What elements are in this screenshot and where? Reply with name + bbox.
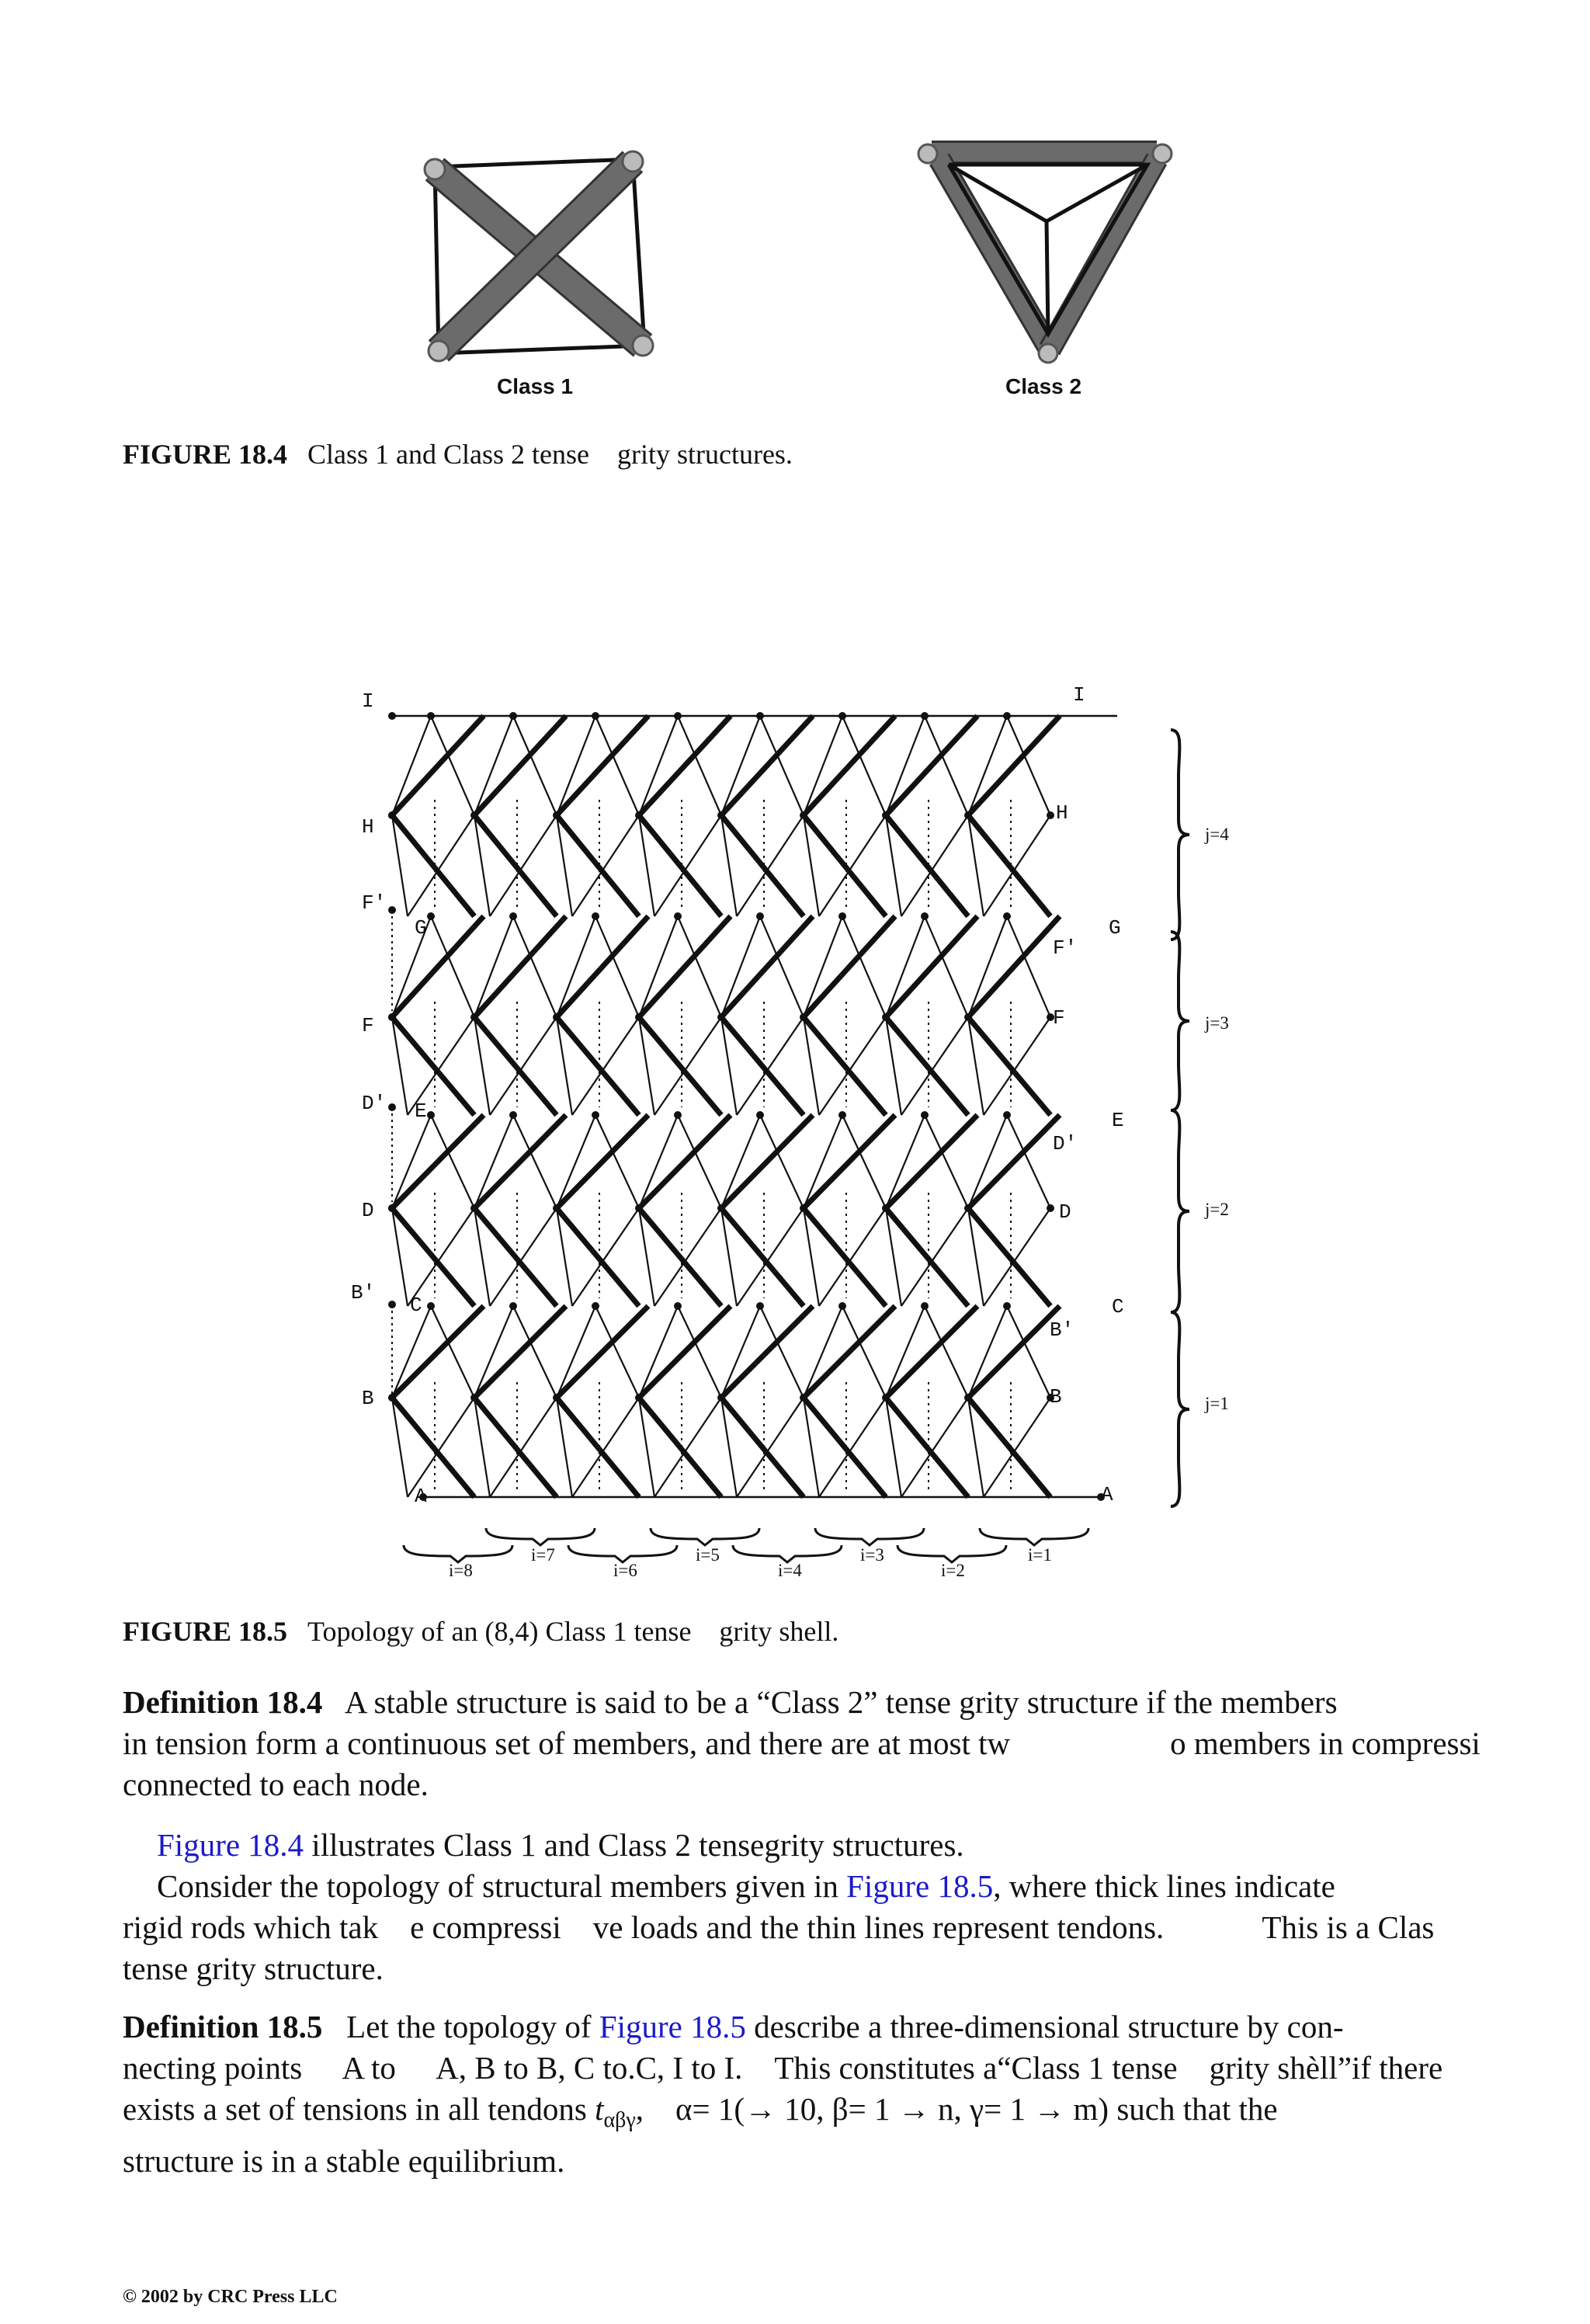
tendon: [968, 916, 1007, 1017]
i-label-8: i=8: [449, 1561, 473, 1580]
node-label-A-left: A: [415, 1485, 427, 1508]
figure-18-4-caption-text: Class 1 and Class 2 tense grity structures.: [307, 439, 793, 470]
tendon: [557, 1306, 595, 1398]
tendon: [804, 716, 842, 815]
node-label-F-left: F: [362, 1014, 374, 1037]
node-label-Dprime-left: D′: [362, 1092, 387, 1115]
node: [509, 712, 517, 720]
tendon: [886, 716, 925, 815]
node: [838, 1302, 846, 1310]
tendon: [392, 1306, 431, 1398]
node: [964, 811, 972, 819]
tendon: [721, 716, 760, 815]
tendon: [804, 1115, 842, 1208]
figure-18-4-link[interactable]: Figure 18.4: [157, 1827, 304, 1863]
node-label-E-right: E: [1112, 1109, 1124, 1132]
node: [427, 912, 435, 920]
node: [882, 811, 890, 819]
node-label-Fprime-right: F′: [1053, 936, 1078, 960]
tendon: [886, 1306, 925, 1398]
node: [674, 712, 682, 720]
node: [1003, 712, 1011, 720]
brace-j: [1171, 1312, 1189, 1506]
tendon: [557, 716, 595, 815]
copyright-footer: © 2002 by CRC Press LLC: [123, 2287, 338, 2307]
node: [592, 1111, 599, 1119]
node: [800, 1204, 807, 1212]
node: [921, 1302, 929, 1310]
node: [553, 1394, 561, 1402]
node: [882, 1394, 890, 1402]
definition-18-4-text-1: A stable structure is said to be a “Class 2” tense grity structure if the members: [344, 1684, 1338, 1720]
node-label-B-right: B: [1050, 1385, 1062, 1409]
node: [674, 1111, 682, 1119]
node: [635, 811, 643, 819]
node: [388, 811, 396, 819]
node: [921, 1111, 929, 1119]
node: [553, 1204, 561, 1212]
tension-symbol: t: [595, 2091, 604, 2127]
node-label-A-right: A: [1101, 1483, 1113, 1506]
node-label-Bprime-right: B′: [1050, 1318, 1074, 1342]
node: [921, 912, 929, 920]
definition-18-5-text-3a: exists a set of tensions in all tendons: [123, 2091, 595, 2127]
node: [1003, 1302, 1011, 1310]
tendon: [886, 916, 925, 1017]
body-text-1: illustrates Class 1 and Class 2 tensegrity structures.: [304, 1827, 964, 1863]
node: [800, 1394, 807, 1402]
node-label-I-right: I: [1073, 683, 1085, 707]
node: [964, 1394, 972, 1402]
node: [1047, 1204, 1054, 1212]
node: [509, 912, 517, 920]
node: [470, 1204, 478, 1212]
node: [717, 1204, 725, 1212]
node-Fprime: [388, 906, 396, 914]
node-label-D-right: D: [1059, 1200, 1071, 1224]
figure-18-5-caption-label: FIGURE 18.5: [123, 1616, 288, 1647]
i-label-6: i=6: [613, 1561, 637, 1580]
node: [1003, 1111, 1011, 1119]
definition-18-5-line-3: [123, 2089, 1442, 2141]
node: [592, 712, 599, 720]
body-line-1: [123, 1825, 1434, 1866]
tendon: [968, 1306, 1007, 1398]
node: [756, 1302, 764, 1310]
definition-18-4-line-1: [123, 1682, 1481, 1723]
tendon: [474, 1115, 513, 1208]
body-text-3b: This is a Clas: [1262, 1909, 1435, 1945]
node-label-Fprime-left: F′: [362, 891, 387, 915]
figure-18-5-caption: [123, 1615, 838, 1648]
node: [509, 1111, 517, 1119]
node: [964, 1204, 972, 1212]
node: [717, 1394, 725, 1402]
tendon: [639, 716, 678, 815]
node: [717, 1013, 725, 1021]
definition-18-4-line-3: connected to each node.: [123, 1766, 429, 1802]
node-label-D-left: D: [362, 1199, 374, 1222]
node-Dprime: [388, 1103, 396, 1111]
node: [509, 1302, 517, 1310]
node: [674, 1302, 682, 1310]
node-label-F-right: F: [1053, 1006, 1065, 1030]
node: [427, 712, 435, 720]
brace-j: [1171, 730, 1189, 940]
brace-i: [815, 1528, 924, 1545]
tendon: [968, 1115, 1007, 1208]
definition-18-4-text-2b: o members in compressi: [1170, 1725, 1481, 1761]
brace-j: [1171, 1110, 1189, 1312]
definition-18-4-line-2: [123, 1723, 1481, 1764]
j-label-4: j=4: [1205, 825, 1229, 844]
tendon: [886, 1115, 925, 1208]
body-line-2: [123, 1866, 1434, 1907]
node: [921, 712, 929, 720]
node: [882, 1204, 890, 1212]
i-label-4: i=4: [778, 1561, 802, 1580]
node: [635, 1013, 643, 1021]
node-label-G-left: G: [415, 916, 427, 940]
tendon: [721, 1115, 760, 1208]
node: [388, 1204, 396, 1212]
node: [964, 1013, 972, 1021]
tension-subscript: αβγ: [603, 2108, 636, 2133]
tendon: [557, 1115, 595, 1208]
i-label-5: i=5: [696, 1545, 720, 1565]
definition-18-5-text-1b: describe a three-dimensional structure by con-: [745, 2009, 1344, 2044]
definition-18-5-line-4: structure is in a stable equilibrium.: [123, 2143, 565, 2180]
body-text-2a: Consider the topology of structural members given in: [157, 1868, 847, 1904]
node: [800, 1013, 807, 1021]
brace-i: [733, 1545, 842, 1562]
node-label-H-right: H: [1056, 801, 1068, 825]
i-label-7: i=7: [531, 1545, 555, 1565]
tendon: [968, 716, 1007, 815]
tendon: [804, 1306, 842, 1398]
tendon: [474, 916, 513, 1017]
node-label-C-left: C: [410, 1294, 422, 1317]
body-line-3: [123, 1907, 1434, 1948]
node: [1003, 912, 1011, 920]
node-label-H-left: H: [362, 815, 374, 839]
brace-i: [651, 1528, 759, 1545]
node: [635, 1204, 643, 1212]
definition-18-5-text-1a: Let the topology of: [346, 2009, 599, 2044]
figure-18-5-link-1[interactable]: Figure 18.5: [846, 1868, 994, 1904]
definition-18-5-text-3b: , α= 1(→ 10, β= 1 → n, γ= 1 → m) such that the: [635, 2091, 1278, 2127]
definition-18-4-label: Definition 18.4: [123, 1684, 323, 1720]
tendon: [639, 1306, 678, 1398]
definition-18-5-line-1: [123, 2006, 1442, 2048]
tendon: [392, 1115, 431, 1208]
j-label-1: j=1: [1205, 1394, 1229, 1413]
node: [1047, 811, 1054, 819]
node: [882, 1013, 890, 1021]
tendon: [557, 916, 595, 1017]
node-label-Bprime-left: B′: [351, 1281, 376, 1304]
definition-18-5-line-2: necting points A to A, B to B, C to.C, I to I. This constitutes a“Class 1 tense grity shèll”if there: [123, 2050, 1443, 2086]
node: [756, 912, 764, 920]
node-label-Dprime-right: D′: [1053, 1132, 1078, 1155]
tendon: [639, 1115, 678, 1208]
definition-18-5: [123, 2006, 1442, 2182]
node: [674, 912, 682, 920]
node: [427, 1111, 435, 1119]
figure-18-5-caption-text: Topology of an (8,4) Class 1 tense grity shell.: [307, 1616, 839, 1647]
node: [717, 811, 725, 819]
brace-i: [980, 1528, 1088, 1545]
tendon: [721, 1306, 760, 1398]
tendon: [474, 716, 513, 815]
node: [470, 811, 478, 819]
tendon: [392, 716, 431, 815]
figure-18-4-caption-label: FIGURE 18.4: [123, 439, 288, 470]
tendon: [721, 916, 760, 1017]
definition-18-5-label: Definition 18.5: [123, 2009, 323, 2044]
node: [427, 1302, 435, 1310]
node: [553, 811, 561, 819]
figure-18-5-link-2[interactable]: Figure 18.5: [599, 2009, 746, 2044]
node: [553, 1013, 561, 1021]
node-label-C-right: C: [1112, 1295, 1124, 1318]
node: [838, 912, 846, 920]
tendon: [639, 916, 678, 1017]
node-I-left: [388, 712, 396, 720]
class1-label: Class 1: [497, 374, 574, 398]
node: [838, 712, 846, 720]
brace-i: [486, 1528, 595, 1545]
node-label-B-left: B: [362, 1387, 374, 1410]
brace-i: [897, 1545, 1006, 1562]
i-label-1: i=1: [1028, 1545, 1052, 1565]
node: [800, 811, 807, 819]
brace-i: [568, 1545, 677, 1562]
brace-j: [1171, 932, 1189, 1110]
body-text-3a: rigid rods which tak e compressi ve loads and the thin lines represent tendons.: [123, 1909, 1165, 1945]
body-line-4: tense grity structure.: [123, 1951, 384, 1986]
node: [756, 712, 764, 720]
node: [756, 1111, 764, 1119]
class2-label: Class 2: [1005, 374, 1082, 398]
tendon: [804, 916, 842, 1017]
node-label-I-left: I: [362, 690, 374, 713]
node: [592, 1302, 599, 1310]
j-label-2: j=2: [1205, 1200, 1229, 1219]
body-text-2b: , where thick lines indicate: [993, 1868, 1335, 1904]
node-label-E-left: E: [415, 1099, 427, 1123]
brace-i: [404, 1545, 512, 1562]
i-label-3: i=3: [860, 1545, 884, 1565]
body-paragraph: [123, 1825, 1434, 1989]
i-label-2: i=2: [941, 1561, 965, 1580]
definition-18-4: [123, 1682, 1481, 1805]
node: [592, 912, 599, 920]
node: [635, 1394, 643, 1402]
node: [470, 1013, 478, 1021]
node: [838, 1111, 846, 1119]
definition-18-4-text-2a: in tension form a continuous set of members, and there are at most tw: [123, 1725, 1011, 1761]
node: [388, 1013, 396, 1021]
node-label-G-right: G: [1109, 916, 1121, 940]
j-label-3: j=3: [1205, 1013, 1229, 1033]
node-Bprime: [388, 1301, 396, 1308]
tendon: [474, 1306, 513, 1398]
node: [470, 1394, 478, 1402]
